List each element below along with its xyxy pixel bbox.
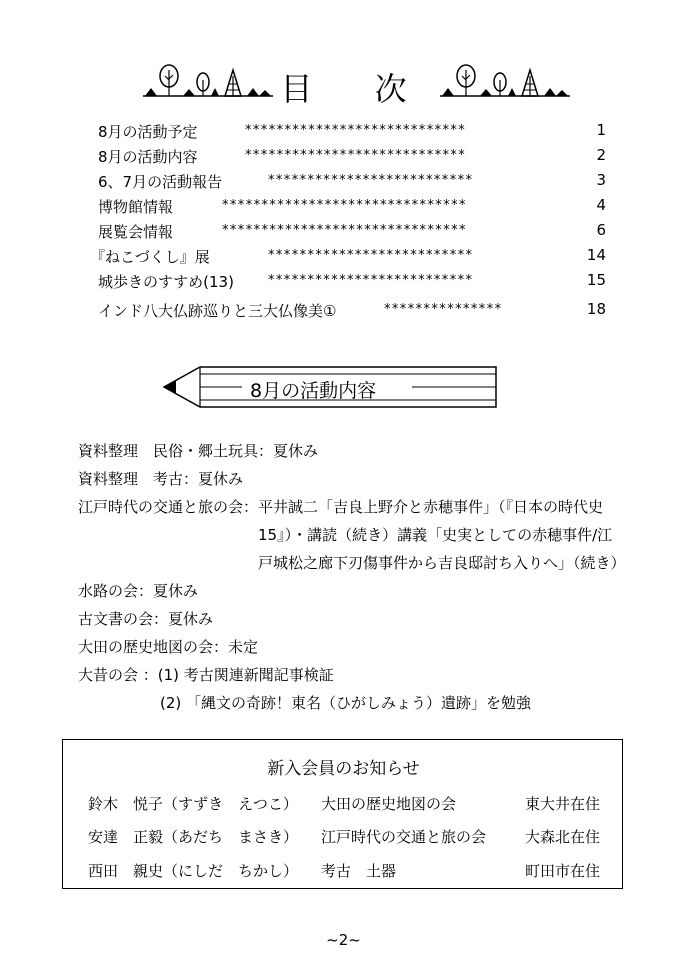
member-group: 大田の歴史地図の会 [321, 795, 457, 813]
toc-entry-page: 18 [586, 300, 606, 318]
toc-leader-dots: ************************** [268, 173, 474, 188]
toc-entry-label: 博物館情報 [98, 198, 174, 216]
toc-entry-page: 6 [596, 221, 606, 239]
member-name: 西田 親史（にしだ ちかし） [88, 862, 299, 880]
activity-line: (2) 「縄文の奇跡！東名（ひがしみょう）遺跡」を勉強 [160, 694, 532, 712]
toc-entry [0, 121, 687, 145]
toc-entry [0, 196, 687, 220]
member-residence: 町田市在住 [525, 862, 601, 880]
toc-entry-label: 『ねこづくし』展 [90, 248, 210, 266]
toc-entry [0, 146, 687, 170]
toc-entry [0, 171, 687, 195]
activity-line: 資料整理 考古：夏休み [78, 470, 244, 488]
toc-leader-dots: ************************** [268, 248, 474, 263]
toc-entry-label: 8月の活動内容 [98, 148, 198, 166]
toc-entry [0, 271, 687, 295]
toc-leader-dots: ******************************* [222, 198, 467, 213]
section-heading: 8月の活動内容 [250, 380, 377, 402]
activity-line: 戸城松之廊下刃傷事件から吉良邸討ち入りへ」（続き） [258, 554, 626, 572]
activity-line: 15』）・講読（続き）講義「史実としての赤穂事件/江 [258, 526, 613, 544]
activity-line: 水路の会：夏休み [78, 582, 199, 600]
toc-entry-page: 2 [596, 146, 606, 164]
toc-entry-page: 1 [596, 121, 606, 139]
toc-entry-label: 展覧会情報 [98, 223, 174, 241]
member-residence: 東大井在住 [525, 795, 601, 813]
tree-decoration-right-icon [440, 62, 570, 102]
activity-line: 江戸時代の交通と旅の会：平井誠二「吉良上野介と赤穂事件」（『日本の時代史 [78, 498, 604, 516]
toc-leader-dots: *************** [384, 302, 503, 317]
toc-entry-label: 8月の活動予定 [98, 123, 198, 141]
toc-leader-dots: ************************** [268, 273, 474, 288]
member-group: 考古 土器 [321, 862, 397, 880]
activity-line: 大田の歴史地図の会：未定 [78, 638, 259, 656]
activity-line: 大昔の会 ：(1) 考古関連新聞記事検証 [78, 666, 334, 684]
toc-entry-page: 4 [596, 196, 606, 214]
toc-entry [0, 246, 687, 270]
activity-line: 資料整理 民俗・郷土玩具：夏休み [78, 442, 319, 460]
toc-entry [0, 221, 687, 245]
toc-entry-label: 6、7月の活動報告 [98, 173, 223, 191]
page-number: ~2~ [326, 931, 361, 949]
toc-entry-label: 城歩きのすすめ(13) [98, 273, 234, 291]
toc-entry-page: 14 [586, 246, 606, 264]
member-residence: 大森北在住 [525, 828, 601, 846]
member-group: 江戸時代の交通と旅の会 [321, 828, 487, 846]
toc-entry-page: 15 [586, 271, 606, 289]
new-members-title: 新入会員のお知らせ [267, 759, 420, 779]
toc-entry [0, 300, 687, 324]
page-title: 目 次 [280, 70, 433, 108]
toc-leader-dots: **************************** [245, 148, 467, 163]
activity-line: 古文書の会：夏休み [78, 610, 214, 628]
toc-entry-page: 3 [596, 171, 606, 189]
member-name: 鈴木 悦子（すずき えつこ） [88, 795, 298, 813]
toc-leader-dots: ******************************* [222, 223, 467, 238]
toc-leader-dots: **************************** [245, 123, 467, 138]
member-name: 安達 正毅（あだち まさき） [88, 828, 299, 846]
toc-entry-label: インド八大仏跡巡りと三大仏像美① [98, 302, 337, 320]
